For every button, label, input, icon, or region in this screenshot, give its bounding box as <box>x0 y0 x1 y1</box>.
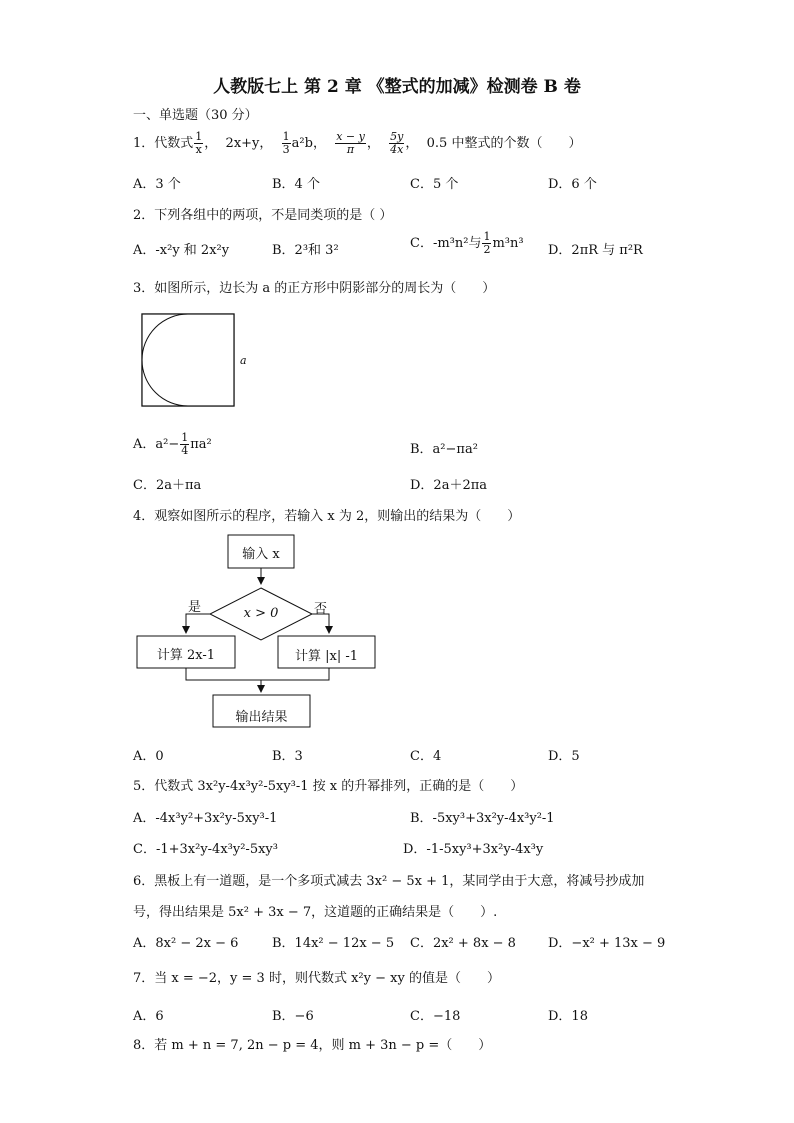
option-b: B．2³和 3² <box>272 243 339 258</box>
fraction: $\frac{x - y}{\pi}$ <box>336 130 365 156</box>
option-d: D．−x² + 13x − 9 <box>548 936 666 951</box>
option-a: A．-4x³y²+3x²y-5xy³-1 <box>133 811 278 826</box>
option-b: B．14x² − 12x − 5 <box>272 936 395 951</box>
option-b: B．4 个 <box>272 177 320 192</box>
option-a: A．6 <box>133 1009 164 1024</box>
question-8: 8．若 m + n = 7, 2n − p = 4，则 m + 3n − p =（ ） <box>133 1038 492 1053</box>
option-b: B．a²−πa² <box>410 442 478 457</box>
question-1: 1．代数式 $\frac{1}{x}$ ， 2x+y， $\frac{1}{3}$ a²b， $\frac{x - y}{\pi}$ ， $\frac{5y}{4x}$ ， 0.5 中整式的个数（ ） <box>133 130 582 156</box>
page-title: 人教版七上 第 2 章 《整式的加减》检测卷 B 卷 <box>213 77 581 97</box>
option-c: C．4 <box>410 749 442 764</box>
fraction: $\frac{1}{x}$ <box>195 130 203 156</box>
q1-term: 0.5 中整式的个数（ ） <box>426 136 582 151</box>
shaded-square-figure <box>140 312 236 408</box>
option-a: A．8x² − 2x − 6 <box>133 936 239 951</box>
flow-left-label: 计算 2x-1 <box>156 648 216 663</box>
flow-no-label: 否 <box>314 602 328 617</box>
flowchart-diagram <box>130 532 390 732</box>
question-7: 7．当 x = −2，y = 3 时，则代数式 x²y − xy 的值是（ ） <box>133 971 500 986</box>
option-c: C．−18 <box>410 1009 461 1024</box>
flow-condition-label: x > 0 <box>243 606 279 621</box>
option-d: D．5 <box>548 749 580 764</box>
option-a: A．a²− $\frac{1}{4}$ πa² <box>133 431 212 457</box>
merge-line <box>186 668 329 680</box>
option-c: C．2x² + 8x − 8 <box>410 936 516 951</box>
flow-yes-label: 是 <box>188 600 202 615</box>
fraction: $\frac{5y}{4x}$ <box>390 130 404 156</box>
fraction: $\frac{1}{4}$ <box>181 431 189 457</box>
q1-term: 2x+y， <box>225 136 273 151</box>
question-6-line-1: 6．黑板上有一道题，是一个多项式减去 3x² − 5x + 1，某同学由于大意，将减号抄成加 <box>133 874 645 889</box>
q1-prefix: 1．代数式 <box>133 136 194 151</box>
q1-term: ， <box>405 136 419 151</box>
q1-term: a²b， <box>291 136 326 151</box>
side-label: a <box>240 354 247 367</box>
q1-term: ， <box>366 136 380 151</box>
option-b: B．−6 <box>272 1009 314 1024</box>
question-6-line-2: 号，得出结果是 5x² + 3x − 7，这道题的正确结果是（ ）. <box>133 905 498 920</box>
fraction: $\frac{1}{2}$ <box>483 230 491 256</box>
flow-input-label: 输入 x <box>242 547 280 562</box>
flow-right-label: 计算 |x| -1 <box>294 649 359 664</box>
fraction: $\frac{1}{3}$ <box>282 130 290 156</box>
option-d: D．2πR 与 π²R <box>548 243 643 258</box>
question-2: 2．下列各组中的两项，不是同类项的是（ ） <box>133 208 393 223</box>
option-c: C．5 个 <box>410 177 459 192</box>
question-5: 5．代数式 3x²y-4x³y²-5xy³-1 按 x 的升幂排列，正确的是（ ） <box>133 779 524 794</box>
yes-arrow <box>186 614 210 633</box>
right-semicircle <box>142 314 234 406</box>
section-heading: 一、单选题（30 分） <box>133 108 258 123</box>
question-3: 3．如图所示，边长为 a 的正方形中阴影部分的周长为（ ） <box>133 281 496 296</box>
option-a: A．3 个 <box>133 177 181 192</box>
option-d: D．2a＋2πa <box>410 478 488 493</box>
option-d: D．-1-5xy³+3x²y-4x³y <box>403 842 544 857</box>
flow-output-label: 输出结果 <box>235 710 288 725</box>
option-a: A．-x²y 和 2x²y <box>133 243 230 258</box>
option-d: D．6 个 <box>548 177 597 192</box>
option-b: B．3 <box>272 749 303 764</box>
option-c: C．2a＋πa <box>133 478 202 493</box>
option-b: B．-5xy³+3x²y-4x³y²-1 <box>410 811 555 826</box>
question-4: 4．观察如图所示的程序，若输入 x 为 2，则输出的结果为（ ） <box>133 509 521 524</box>
option-c: C．-m³n²与 $\frac{1}{2}$ m³n³ <box>410 230 524 256</box>
option-c: C．-1+3x²y-4x³y²-5xy³ <box>133 842 278 857</box>
option-d: D．18 <box>548 1009 588 1024</box>
option-a: A．0 <box>133 749 164 764</box>
